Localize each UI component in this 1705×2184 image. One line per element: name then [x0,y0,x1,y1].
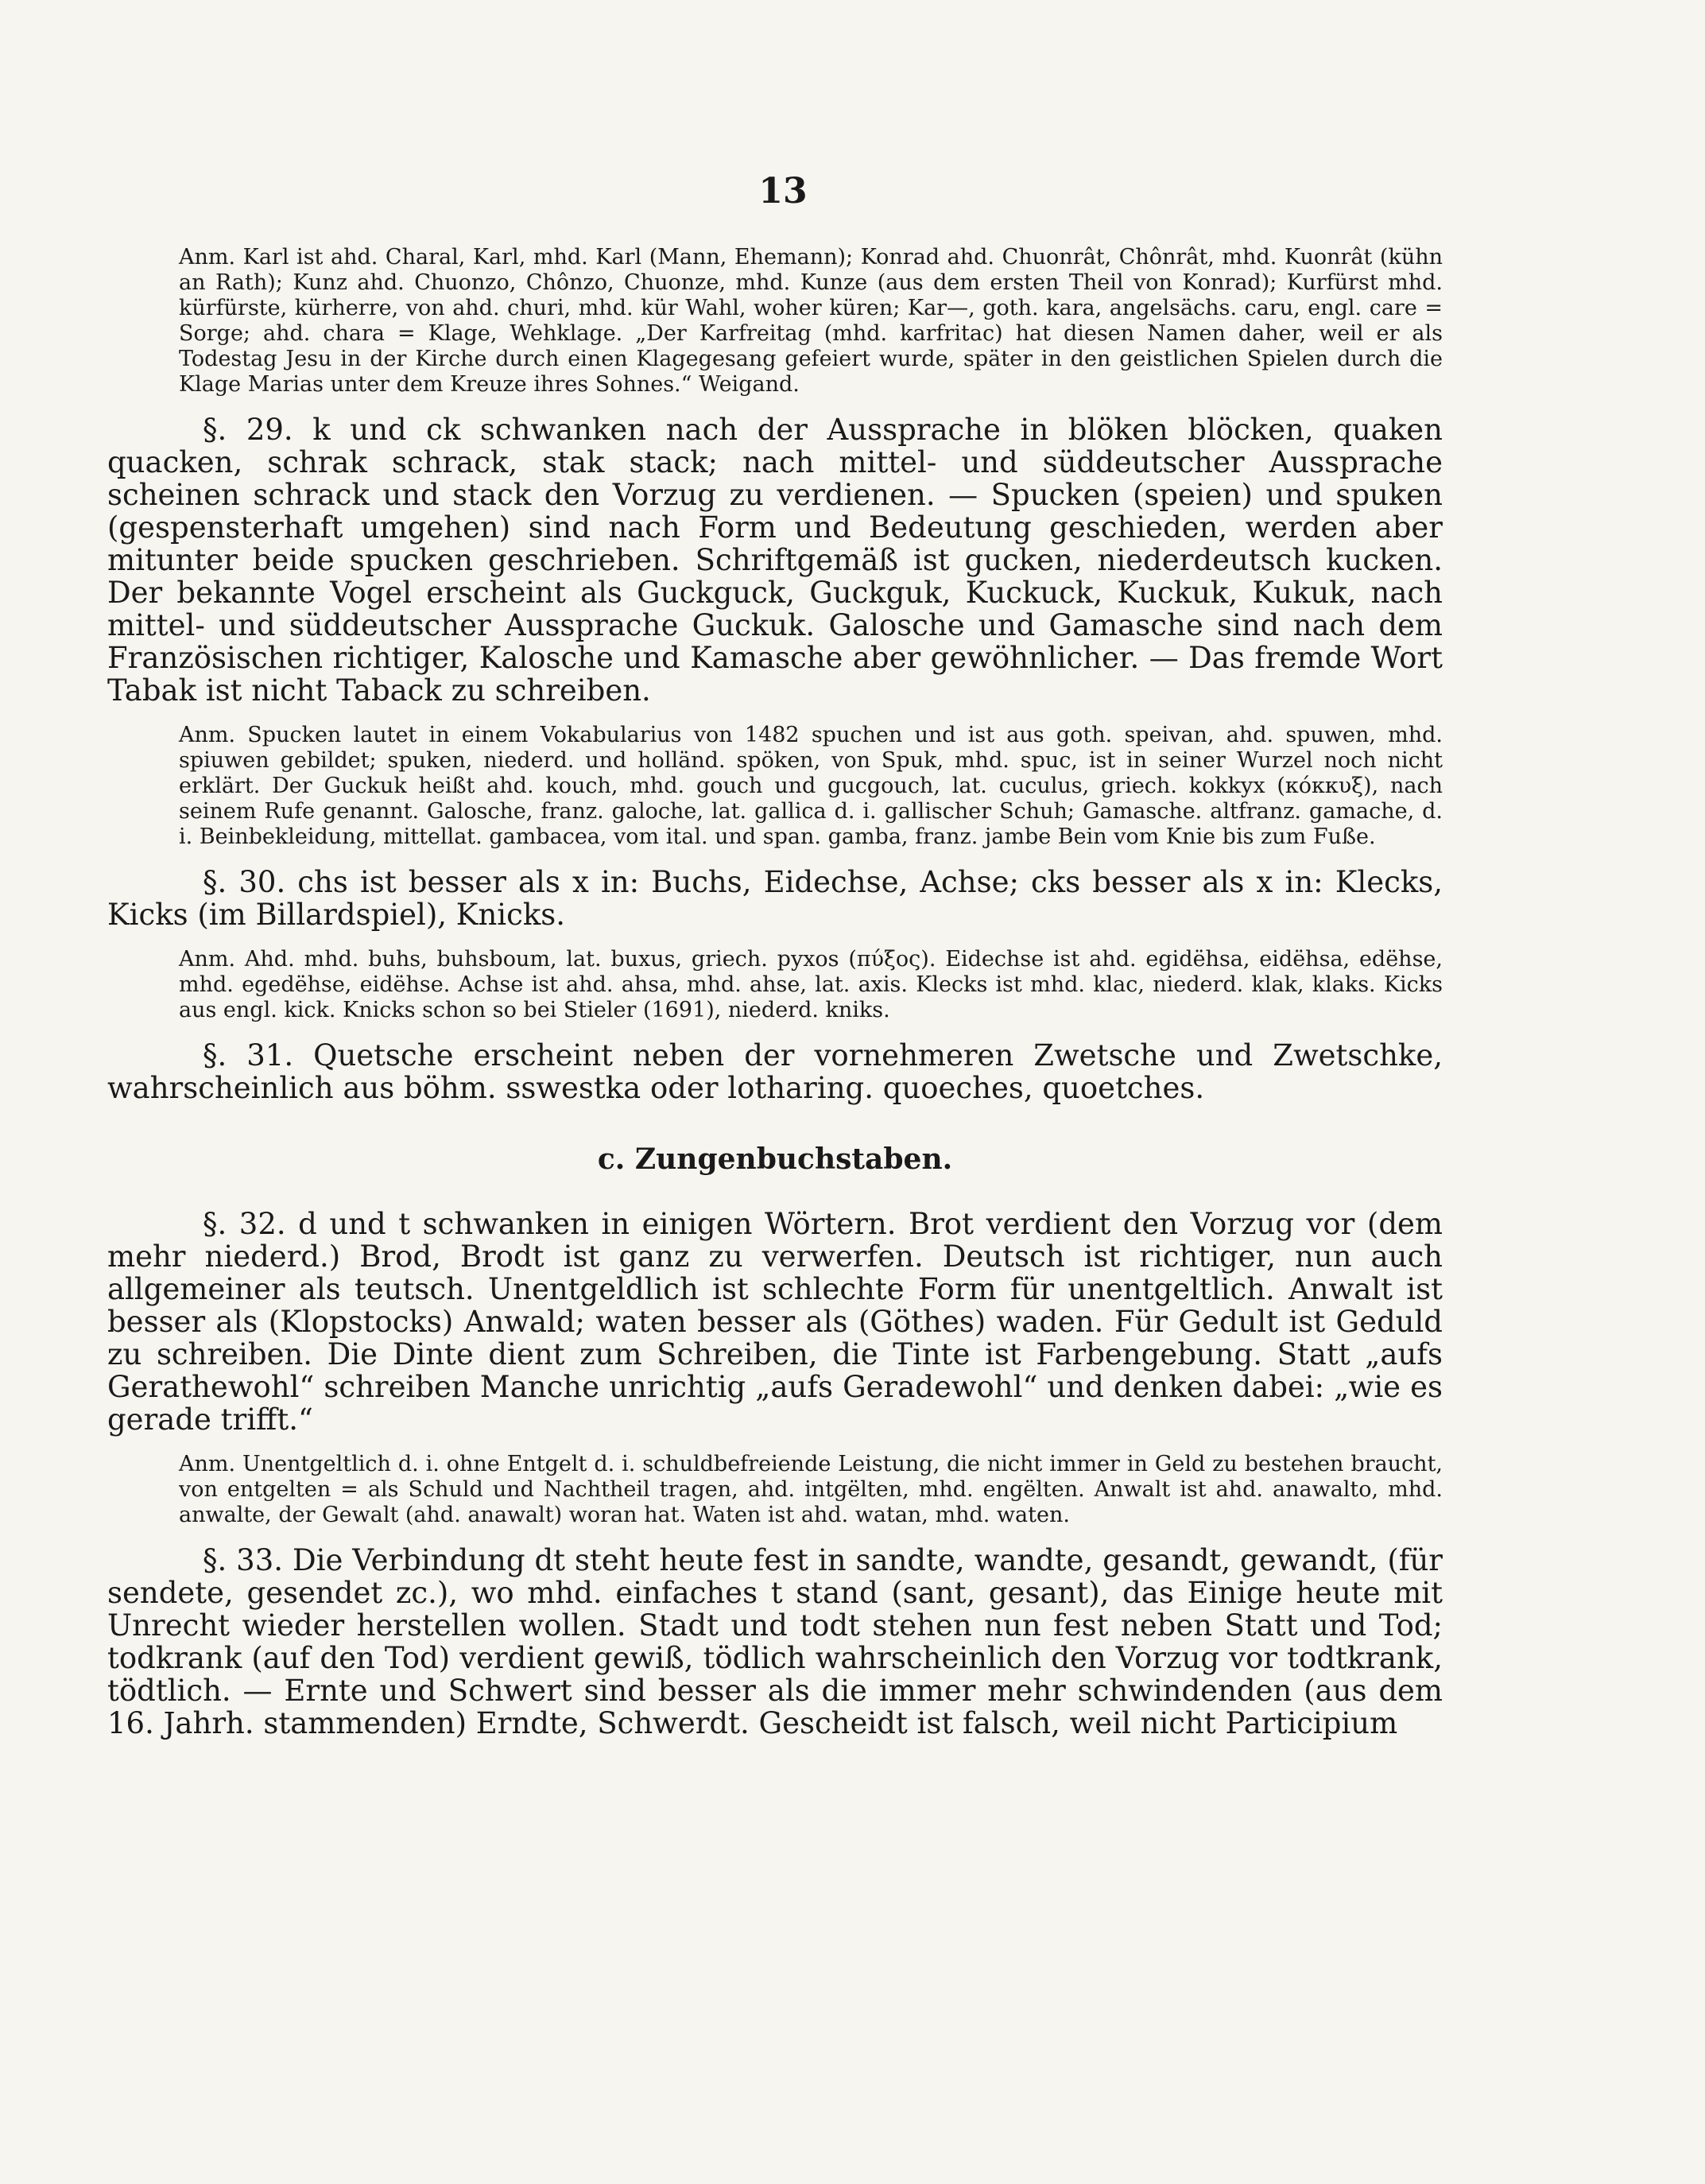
page-number: 13 [758,171,808,211]
section-31: §. 31. Quetsche erscheint neben der vornehmeren Zwetsche und Zwetschke, wahrscheinlich aus böhm. sswestka oder lotharing. quoeches, quoetches. [107,1038,1443,1105]
annotation-unentgeltlich: Anm. Unentgeltlich d. i. ohne Entgelt d. i. schuldbefreiende Leistung, die nicht immer in Geld zu bestehen braucht, von entgelten = als Schuld und Nachtheil tragen, ahd. intgëlten, mhd. engëlten. Anwalt ist ahd. anawalto, mhd. anwalte, der Gewalt (ahd. anawalt) woran hat. Waten ist ahd. watan, mhd. waten. [179,1452,1443,1527]
section-30: §. 30. chs ist besser als x in: Buchs, Eidechse, Achse; cks besser als x in: Klecks, Kicks (im Billardspiel), Knicks. [107,865,1443,932]
annotation-buchs: Anm. Ahd. mhd. buhs, buhsboum, lat. buxus, griech. pyxos (πύξος). Eidechse ist ahd. egidëhsa, eidëhsa, edëhse, mhd. egedëhse, eidëhse. Achse ist ahd. ahsa, mhd. ahse, lat. axis. Klecks ist mhd. klac, niederd. klak, klaks. Kicks aus engl. kick. Knicks schon so bei Stieler (1691), niederd. kniks. [179,947,1443,1022]
page-body [107,245,1443,1755]
section-heading: c. Zungenbuchstaben. [597,1142,953,1176]
section-32: §. 32. d und t schwanken in einigen Wörtern. Brot verdient den Vorzug vor (dem mehr niederd.) Brod, Brodt ist ganz zu verwerfen. Deutsch ist richtiger, nun auch allgemeiner als teutsch. Unentgeldlich ist schlechte Form für unentgeltlich. Anwalt ist besser als (Klopstocks) Anwald; waten besser als (Göthes) waden. Für Gedult ist Geduld zu schreiben. Die Dinte dient zum Schreiben, die Tinte ist Farbengebung. Statt „aufs Gerathewohl“ schreiben Manche unrichtig „aufs Geradewohl“ und denken dabei: „wie es gerade trifft.“ [107,1207,1443,1437]
annotation-spucken: Anm. Spucken lautet in einem Vokabularius von 1482 spuchen und ist aus goth. speivan, ahd. spuwen, mhd. spiuwen gebildet; spuken, niederd. und holländ. spöken, von Spuk, mhd. spuc, ist in seiner Wurzel noch nicht erklärt. Der Guckuk heißt ahd. kouch, mhd. gouch und gucgouch, lat. cuculus, griech. kokkyx (κόκκυξ), nach seinem Rufe genannt. Galosche, franz. galoche, lat. gallica d. i. gallischer Schuh; Gamasche. altfranz. gamache, d. i. Beinbekleidung, mittellat. gambacea, vom ital. und span. gamba, franz. jambe Bein vom Knie bis zum Fuße. [179,723,1443,849]
annotation-karl: Anm. Karl ist ahd. Charal, Karl, mhd. Karl (Mann, Ehemann); Konrad ahd. Chuonrât, Chônrât, mhd. Kuonrât (kühn an Rath); Kunz ahd. Chuonzo, Chônzo, Chuonze, mhd. Kunze (aus dem ersten Theil von Konrad); Kurfürst mhd. kürfürste, kürherre, von ahd. churi, mhd. kür Wahl, woher küren; Kar—, goth. kara, angelsächs. caru, engl. care = Sorge; ahd. chara = Klage, Wehklage. „Der Karfreitag (mhd. karfritac) hat diesen Namen daher, weil er als Todestag Jesu in der Kirche durch einen Klagegesang gefeiert wurde, später in den geistlichen Spielen durch die Klage Marias unter dem Kreuze ihres Sohnes.“ Weigand. [179,245,1443,397]
section-33: §. 33. Die Verbindung dt steht heute fest in sandte, wandte, gesandt, gewandt, (für sendete, gesendet zc.), wo mhd. einfaches t stand (sant, gesant), das Einige heute mit Unrecht wieder herstellen wollen. Stadt und todt stehen nun fest neben Statt und Tod; todkrank (auf den Tod) verdient gewiß, tödlich wahrscheinlich den Vorzug vor todtkrank, tödtlich. — Ernte und Schwert sind besser als die immer mehr schwindenden (aus dem 16. Jahrh. stammenden) Erndte, Schwerdt. Gescheidt ist falsch, weil nicht Participium [107,1543,1443,1740]
section-29: §. 29. k und ck schwanken nach der Aussprache in blöken blöcken, quaken quacken, schrak schrack, stak stack; nach mittel- und süddeutscher Aussprache scheinen schrack und stack den Vorzug zu verdienen. — Spucken (speien) und spuken (gespensterhaft umgehen) sind nach Form und Bedeutung geschieden, werden aber mitunter beide spucken geschrieben. Schriftgemäß ist gucken, niederdeutsch kucken. Der bekannte Vogel erscheint als Guckguck, Guckguk, Kuckuck, Kuckuk, Kukuk, nach mittel- und süddeutscher Aussprache Guckuk. Galosche und Gamasche sind nach dem Französischen richtiger, Kalosche und Kamasche aber gewöhnlicher. — Das fremde Wort Tabak ist nicht Taback zu schreiben. [107,413,1443,708]
